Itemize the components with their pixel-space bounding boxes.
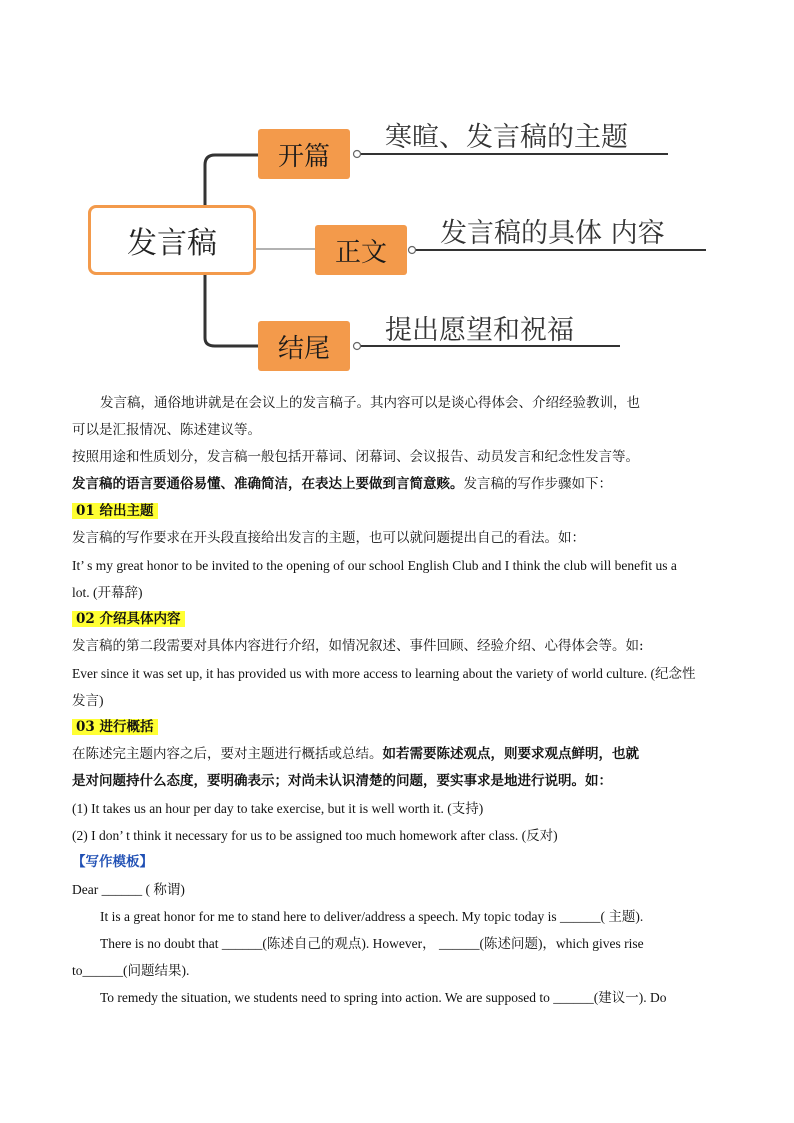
- step-2-example: Ever since it was set up, it has provided us with more access to learning about the variety of world culture. (纪念性: [72, 666, 696, 681]
- step-3-example-1: (1) It takes us an hour per day to take exercise, but it is well worth it. (支持): [72, 801, 484, 816]
- step-3-plain: 在陈述完主题内容之后，要对主题进行概括或总结。: [72, 746, 383, 762]
- step-heading: 02 介绍具体内容: [72, 611, 185, 627]
- intro-paragraph-1: 发言稿，通俗地讲就是在会议上的发言稿子。其内容可以是谈心得体会、介绍经验教训，也: [100, 395, 640, 411]
- branch-opening: 开篇: [258, 129, 350, 179]
- mind-map-root: 发言稿: [88, 205, 256, 275]
- template-line-2: There is no doubt that ______(陈述自己的观点). However， ______(陈述问题)，which gives rise: [100, 936, 644, 951]
- step-heading: 03 进行概括: [72, 719, 158, 735]
- leaf-ending: 提出愿望和祝福: [385, 315, 574, 346]
- step-2-heading-row: [72, 606, 732, 633]
- step-1-example-end: lot. (开幕辞): [72, 585, 143, 600]
- step-3-line-2: 是对问题持什么态度，要明确表示；对尚未认识清楚的问题，要实事求是地进行说明。如：: [72, 773, 612, 789]
- template-line-1: It is a great honor for me to stand here to deliver/address a speech. My topic today is ______( 主题).: [100, 909, 644, 924]
- intro-bold: 发言稿的语言要通俗易懂、准确简洁，在表达上要做到言简意赅。: [72, 476, 464, 492]
- step-1-heading-row: [72, 498, 732, 525]
- step-heading: 01 给出主题: [72, 503, 158, 519]
- branch-ending: 结尾: [258, 321, 350, 371]
- step-2-example-end: 发言): [72, 693, 104, 708]
- intro-rest: 发言稿的写作步骤如下：: [463, 476, 612, 492]
- intro-paragraph-2: 按照用途和性质划分，发言稿一般包括开幕词、闭幕词、会议报告、动员发言和纪念性发言等。: [72, 449, 639, 465]
- step-3-line-1: [72, 741, 732, 768]
- intro-paragraph-1b: 可以是汇报情况、陈述建议等。: [72, 422, 261, 438]
- step-1-line: 发言稿的写作要求在开头段直接给出发言的主题，也可以就问题提出自己的看法。如：: [72, 530, 585, 546]
- leaf-body: 发言稿的具体 内容: [440, 218, 665, 249]
- document-body: [72, 390, 732, 1011]
- step-2-line: 发言稿的第二段需要对具体内容进行介绍，如情况叙述、事件回顾、经验介绍、心得体会等。如:: [72, 638, 644, 654]
- step-3-heading-row: [72, 714, 732, 741]
- intro-paragraph-3: [72, 471, 732, 498]
- template-title: 【写作模板】: [72, 854, 153, 870]
- mind-map: [0, 0, 794, 380]
- template-dear: Dear ______ ( 称谓): [72, 882, 185, 897]
- template-line-4: To remedy the situation, we students need to spring into action. We are supposed to ______(建议一). Do: [100, 990, 667, 1005]
- template-line-3: to______(问题结果).: [72, 963, 190, 978]
- step-1-example: It’ s my great honor to be invited to the opening of our school English Club and I think the club will benefit us a: [72, 558, 677, 573]
- step-3-example-2: (2) I don’ t think it necessary for us to be assigned too much homework after class. (反对): [72, 828, 558, 843]
- leaf-opening: 寒暄、发言稿的主题: [385, 122, 628, 153]
- branch-body: 正文: [315, 225, 407, 275]
- step-3-bold: 如若需要陈述观点，则要求观点鲜明，也就: [382, 746, 639, 762]
